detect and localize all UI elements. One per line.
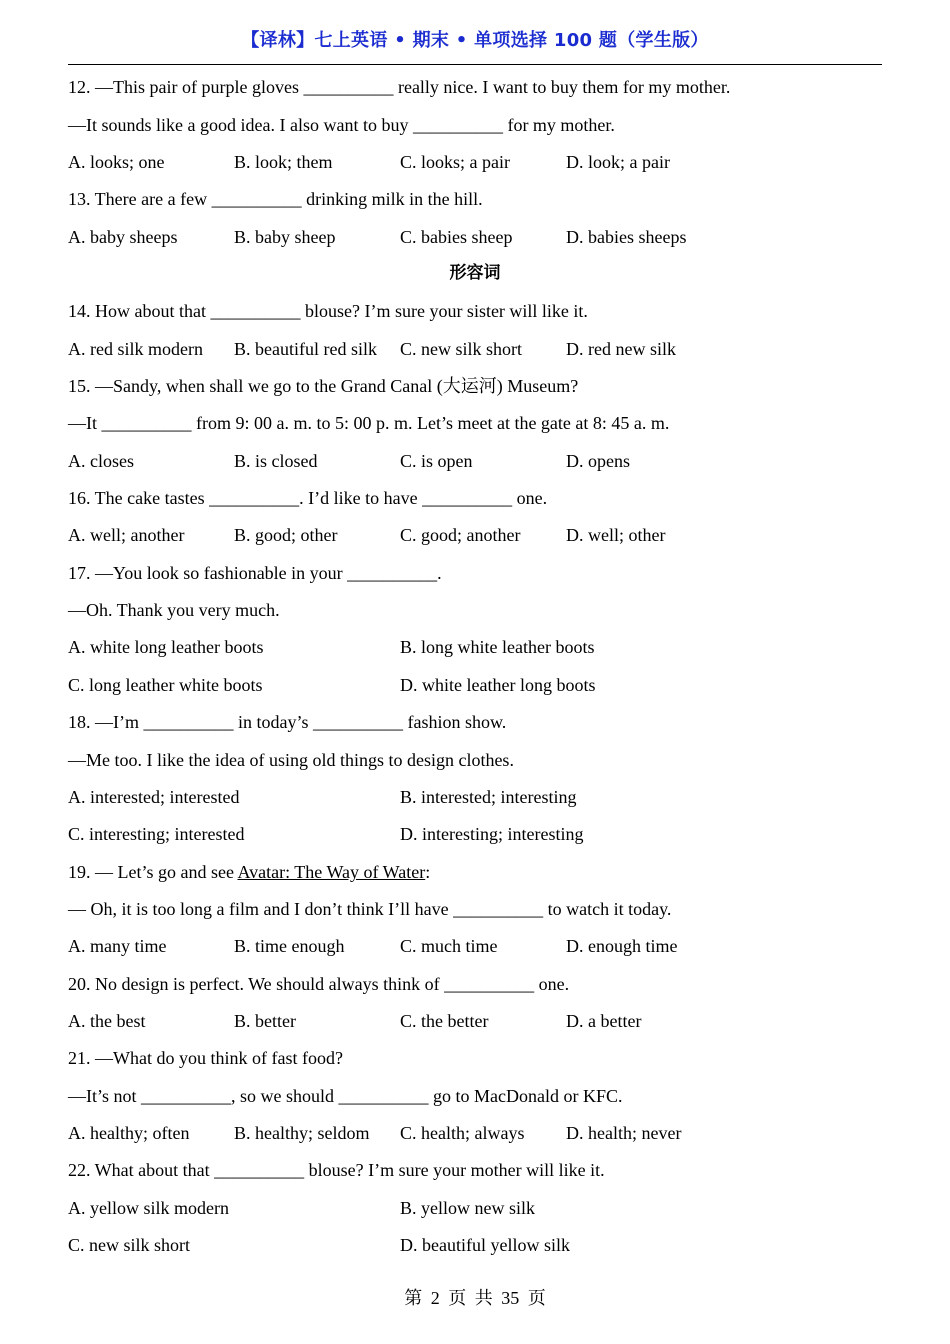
question-18-option-d: D. interesting; interesting xyxy=(400,824,584,844)
question-15-option-d: D. opens xyxy=(566,451,630,471)
question-18-stem-reply: —Me too. I like the idea of using old things to design clothes. xyxy=(68,750,514,770)
question-22-stem: 22. What about that __________ blouse? I’m sure your mother will like it. xyxy=(68,1160,605,1180)
question-18-option-b: B. interested; interesting xyxy=(400,787,577,807)
question-16-option-a: A. well; another xyxy=(68,525,185,545)
question-15-option-a: A. closes xyxy=(68,451,134,471)
question-15-option-b: B. is closed xyxy=(234,451,318,471)
page-number-footer: 第 2 页 共 35 页 xyxy=(404,1288,546,1308)
question-13-option-c: C. babies sheep xyxy=(400,227,513,247)
question-22-option-b: B. yellow new silk xyxy=(400,1198,535,1218)
question-21-stem-reply: —It’s not __________, so we should __________ go to MacDonald or KFC. xyxy=(68,1086,623,1106)
question-19-option-c: C. much time xyxy=(400,936,498,956)
question-17-stem-reply: —Oh. Thank you very much. xyxy=(68,600,280,620)
question-12-stem: 12. —This pair of purple gloves __________ really nice. I want to buy them for my mother. xyxy=(68,77,731,97)
question-12-option-c: C. looks; a pair xyxy=(400,152,510,172)
question-19-option-a: A. many time xyxy=(68,936,167,956)
question-16-option-b: B. good; other xyxy=(234,525,338,545)
question-15-stem: 15. —Sandy, when shall we go to the Grand Canal (大运河) Museum? xyxy=(68,376,579,396)
question-22-option-d: D. beautiful yellow silk xyxy=(400,1235,570,1255)
question-21-option-a: A. healthy; often xyxy=(68,1123,190,1143)
question-14-option-a: A. red silk modern xyxy=(68,339,203,359)
question-20-stem: 20. No design is perfect. We should always think of __________ one. xyxy=(68,974,570,994)
question-20-option-d: D. a better xyxy=(566,1011,642,1031)
section-heading-adjectives: 形容词 xyxy=(449,263,501,283)
page-header-title: 【译林】七上英语 • 期末 • 单项选择 100 题（学生版） xyxy=(241,30,709,51)
question-21-option-c: C. health; always xyxy=(400,1123,525,1143)
question-19-stem xyxy=(68,860,430,884)
question-19-option-b: B. time enough xyxy=(234,936,345,956)
question-17-option-d: D. white leather long boots xyxy=(400,675,596,695)
question-19-stem-suffix: : xyxy=(425,862,431,882)
question-16-stem: 16. The cake tastes __________. I’d like to have __________ one. xyxy=(68,488,548,508)
question-16-option-d: D. well; other xyxy=(566,525,666,545)
question-18-option-c: C. interesting; interested xyxy=(68,824,245,844)
question-20-option-c: C. the better xyxy=(400,1011,489,1031)
question-19-stem-reply: — Oh, it is too long a film and I don’t think I’ll have __________ to watch it today. xyxy=(68,899,672,919)
question-14-stem: 14. How about that __________ blouse? I’m sure your sister will like it. xyxy=(68,301,588,321)
question-22-option-c: C. new silk short xyxy=(68,1235,191,1255)
question-13-stem: 13. There are a few __________ drinking milk in the hill. xyxy=(68,189,483,209)
question-15-stem-reply: —It __________ from 9: 00 a. m. to 5: 00 p. m. Let’s meet at the gate at 8: 45 a. m. xyxy=(68,413,670,433)
question-13-option-a: A. baby sheeps xyxy=(68,227,178,247)
question-12-stem-reply: —It sounds like a good idea. I also want to buy __________ for my mother. xyxy=(68,115,615,135)
question-21-stem: 21. —What do you think of fast food? xyxy=(68,1048,343,1068)
question-20-option-b: B. better xyxy=(234,1011,296,1031)
question-12-option-b: B. look; them xyxy=(234,152,333,172)
question-21-option-d: D. health; never xyxy=(566,1123,682,1143)
question-19-stem-prefix: 19. — Let’s go and see xyxy=(68,862,238,882)
question-13-option-b: B. baby sheep xyxy=(234,227,336,247)
question-21-option-b: B. healthy; seldom xyxy=(234,1123,370,1143)
question-17-option-c: C. long leather white boots xyxy=(68,675,263,695)
question-14-option-b: B. beautiful red silk xyxy=(234,339,377,359)
question-20-option-a: A. the best xyxy=(68,1011,146,1031)
question-14-option-c: C. new silk short xyxy=(400,339,523,359)
question-17-option-a: A. white long leather boots xyxy=(68,637,264,657)
question-22-option-a: A. yellow silk modern xyxy=(68,1198,229,1218)
question-12-option-d: D. look; a pair xyxy=(566,152,670,172)
question-18-option-a: A. interested; interested xyxy=(68,787,240,807)
question-14-option-d: D. red new silk xyxy=(566,339,676,359)
question-19-option-d: D. enough time xyxy=(566,936,678,956)
question-13-option-d: D. babies sheeps xyxy=(566,227,687,247)
question-17-option-b: B. long white leather boots xyxy=(400,637,595,657)
question-18-stem: 18. —I’m __________ in today’s __________ fashion show. xyxy=(68,712,507,732)
question-17-stem: 17. —You look so fashionable in your __________. xyxy=(68,563,442,583)
question-16-option-c: C. good; another xyxy=(400,525,521,545)
question-15-option-c: C. is open xyxy=(400,451,473,471)
question-12-option-a: A. looks; one xyxy=(68,152,165,172)
question-19-film-title: Avatar: The Way of Water xyxy=(237,862,426,882)
header-divider xyxy=(68,64,882,65)
